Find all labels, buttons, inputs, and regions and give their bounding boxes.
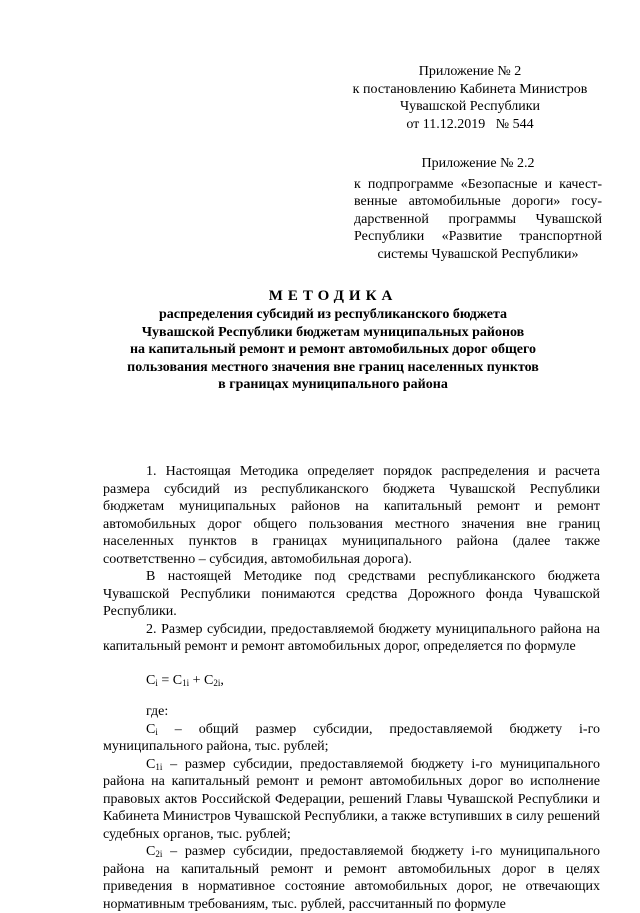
def2-symbol: C [146, 756, 156, 772]
def2-text: – размер субсидии, предоставляемой бюджету i-го муниципального района на капитальный ремонт и ремонт автомобильных дорог во исполнение правовых актов Российской Федерации, решений Главы Чувашской Республики и Кабинета Министров Чувашской Республики, а также вступивших в силу решений судебных органов, тыс. рублей; [103, 756, 600, 842]
definition-c-2i [103, 843, 600, 913]
appendix-2-header [340, 63, 600, 133]
appendix-2-2-header [354, 155, 602, 263]
paragraph-1: 1. Настоящая Методика определяет порядок распределения и расчета размера субсидий из республиканского бюджета Чувашской Республики бюджетам муниципальных районов на капитальный ремонт и ремонт автомобильных дорог общего пользования местного значения вне границ населенных пунктов в границах муниципального района (далее также соответственно – субсидия, автомобильная дорога). [103, 464, 600, 567]
appendix-2-date: от 11.12.2019 № 544 [406, 116, 534, 132]
definition-c-i [103, 721, 600, 756]
paragraph-3: 2. Размер субсидии, предоставляемой бюджету муниципального района на капитальный ремонт и ремонт автомобильных дорог, определяется по формуле [103, 621, 600, 654]
def1-sub: i [155, 726, 158, 737]
formula-end: , [220, 672, 224, 688]
title-line-1: распределения субсидий из республиканского бюджета [158, 307, 508, 322]
appendix-2-2-title: Приложение № 2.2 [421, 156, 535, 171]
def1-symbol: C [146, 721, 156, 737]
appendix-2-2-line-1: к подпрограмме «Безопасные и качест- [354, 176, 602, 192]
title-line-5: в границах муниципального района [218, 377, 448, 392]
title-methodology: МЕТОДИКА [268, 288, 398, 304]
appendix-2-title: Приложение № 2 [418, 64, 522, 79]
appendix-2-decree: к постановлению Кабинета Министров [352, 81, 588, 97]
appendix-2-republic: Чувашской Республики [399, 99, 541, 114]
appendix-2-2-line-5: системы Чувашской Республики» [377, 246, 579, 262]
appendix-2-2-line-2: венные автомобильные дороги» госу- [354, 194, 602, 209]
formula-total-subsidy [103, 672, 600, 690]
formula-c-sub: i [155, 677, 158, 688]
def2-sub: 1i [155, 761, 163, 772]
definition-c-1i [103, 756, 600, 844]
where-label: где: [146, 704, 169, 719]
document-title [88, 287, 578, 394]
appendix-2-2-line-4: Республики «Развитие транспортной [354, 229, 602, 244]
formula-c2: C [204, 672, 214, 688]
document-body [103, 463, 600, 913]
formula-plus: + [189, 672, 205, 688]
def1-text: – общий размер субсидии, предоставляемой бюджету i-го муниципального района, тыс. рублей; [103, 721, 600, 754]
formula-c1: C [172, 672, 183, 688]
formula-c: C [146, 672, 156, 688]
title-line-2: Чувашской Республики бюджетам муниципальных районов [141, 324, 525, 340]
formula-eq: = [157, 672, 173, 688]
paragraph-2: В настоящей Методике под средствами республиканского бюджета Чувашской Республики понимаются средства Дорожного фонда Чувашской Республики. [103, 569, 600, 619]
def3-sub: 2i [155, 849, 163, 859]
def3-text: – размер субсидии, предоставляемой бюджету i-го муниципального района на капитальный ремонт и ремонт автомобильных дорог в целях приведения в нормативное состояние автомобильных дорог, не отвечающих нормативным требованиям, тыс. рублей, рассчитанный по формуле [103, 844, 600, 912]
formula-c2-sub: 2i [213, 677, 221, 688]
appendix-2-2-line-3: дарственной программы Чувашской [354, 211, 602, 227]
title-line-3: на капитальный ремонт и ремонт автомобильных дорог общего [129, 342, 537, 357]
formula-c1-sub: 1i [182, 677, 190, 688]
title-line-4: пользования местного значения вне границ населенных пунктов [127, 359, 539, 375]
def3-symbol: C [146, 844, 156, 859]
